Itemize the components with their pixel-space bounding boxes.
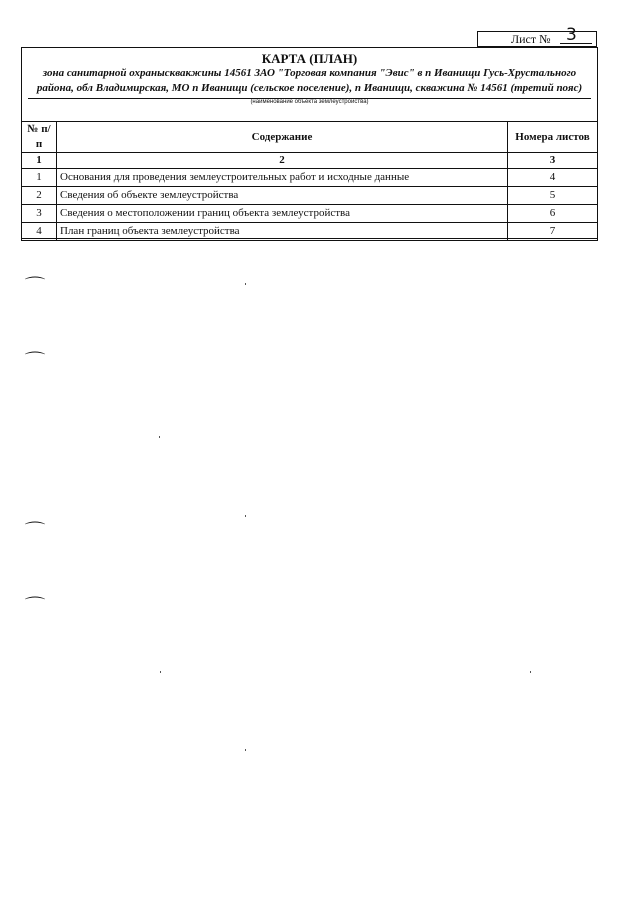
row-contents: План границ объекта землеустройства — [57, 223, 508, 241]
row-number: 1 — [22, 169, 57, 187]
map-plan-frame — [21, 47, 598, 239]
row-number: 3 — [22, 205, 57, 223]
index-cell: 2 — [57, 153, 508, 169]
row-pages: 4 — [508, 169, 598, 187]
punch-hole-mark: ⌒ — [24, 352, 46, 369]
page-title: КАРТА (ПЛАН) — [261, 51, 358, 66]
sheet-label: Лист № — [511, 32, 551, 46]
sheet-number: 3 — [566, 25, 578, 45]
punch-hole-mark: ⌒ — [24, 597, 46, 614]
column-header-pages: Номера листов — [508, 122, 598, 153]
column-header-number: № п/п — [22, 122, 57, 153]
object-description: зона санитарной охранысквакжины 14561 ЗАО "Торговая компания "Эвис" в п Иванищи Гусь-Хрустального района, обл Владимирская, МО п Иванищи (сельское поселение), п Иванищи, скважина № 14561 (третий пояс) — [36, 67, 583, 94]
punch-hole-mark: ⌒ — [24, 277, 46, 294]
row-number: 2 — [22, 187, 57, 205]
scan-speck — [160, 671, 161, 673]
table-row — [22, 169, 598, 187]
index-cell: 1 — [22, 153, 57, 169]
scan-speck — [245, 283, 246, 285]
row-contents: Сведения об объекте землеустройства — [57, 187, 508, 205]
table-row — [22, 205, 598, 223]
row-number: 4 — [22, 223, 57, 241]
object-caption: (наименование объекта землеустройства) — [250, 99, 369, 105]
sheet-number-box — [477, 25, 597, 47]
column-header-contents: Содержание — [57, 122, 508, 153]
table-index-row — [22, 153, 598, 169]
row-pages: 6 — [508, 205, 598, 223]
row-pages: 5 — [508, 187, 598, 205]
scan-speck — [245, 749, 246, 751]
contents-table — [21, 121, 598, 241]
row-contents: Основания для проведения землеустроительных работ и исходные данные — [57, 169, 508, 187]
scan-speck — [159, 436, 160, 438]
table-row — [22, 187, 598, 205]
row-pages: 7 — [508, 223, 598, 241]
table-row — [22, 223, 598, 241]
row-contents: Сведения о местоположении границ объекта землеустройства — [57, 205, 508, 223]
scan-speck — [530, 671, 531, 673]
index-cell: 3 — [508, 153, 598, 169]
punch-hole-mark: ⌒ — [24, 522, 46, 539]
table-header-row — [22, 122, 598, 153]
scan-speck — [245, 515, 246, 517]
